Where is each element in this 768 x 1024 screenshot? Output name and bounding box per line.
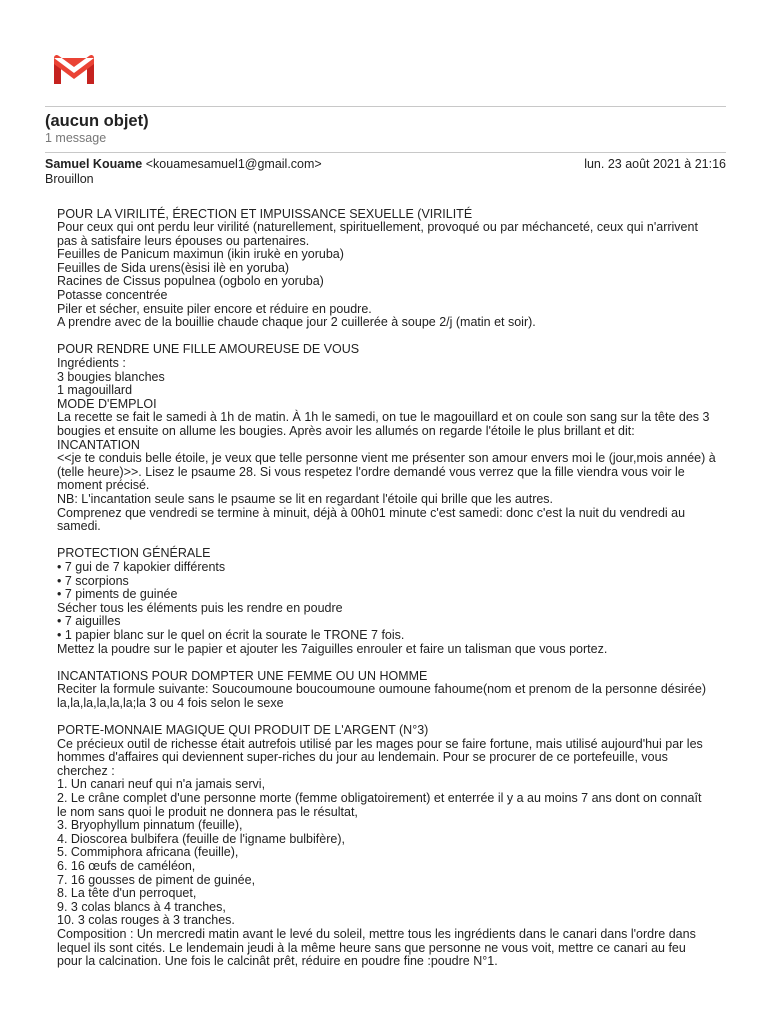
body-line: La recette se fait le samedi à 1h de matin. À 1h le samedi, on tue le magouillard et on coule son sang sur la tête des 3	[57, 410, 710, 425]
body-line: Sécher tous les éléments puis les rendre en poudre	[57, 600, 343, 615]
body-line: Feuilles de Sida urens(èsisi ilè en yoruba)	[57, 260, 290, 275]
gmail-logo-icon	[52, 54, 96, 86]
body-line: Mettez la poudre sur le papier et ajouter les 7aiguilles enrouler et faire un talisman que vous portez.	[57, 641, 608, 656]
body-line: NB: L'incantation seule sans le psaume se lit en regardant l'étoile qui brille que les autres.	[57, 491, 554, 506]
body-line: 7. 16 gousses de piment de guinée,	[57, 872, 256, 887]
body-line: PORTE-MONNAIE MAGIQUE QUI PRODUIT DE L'ARGENT (N°3)	[57, 723, 429, 738]
message-body	[57, 208, 717, 969]
body-line: Piler et sécher, ensuite piler encore et réduire en poudre.	[57, 301, 372, 316]
body-line: INCANTATION	[57, 437, 140, 452]
body-line: Reciter la formule suivante: Soucoumoune boucoumoune oumoune fahoume(nom et prenom de la personne désirée)	[57, 682, 706, 697]
body-line: 10. 3 colas rouges à 3 tranches.	[57, 913, 235, 928]
header-divider	[45, 106, 726, 107]
message-date: lun. 23 août 2021 à 21:16	[584, 157, 726, 171]
body-line: Potasse concentrée	[57, 288, 168, 303]
body-blank-line	[57, 330, 717, 344]
body-line: le nom sans quoi le produit ne donnera pas le résultat,	[57, 804, 358, 819]
body-line: Racines de Cissus populnea (ogbolo en yoruba)	[57, 274, 324, 289]
subject-divider	[45, 152, 726, 153]
body-line: hommes d'affaires qui deviennent super-riches du jour au lendemain. Pour se procurer de ce portefeuille, vous	[57, 750, 668, 765]
sender-email: <kouamesamuel1@gmail.com>	[145, 157, 322, 171]
body-line: 6. 16 œufs de caméléon,	[57, 859, 196, 873]
body-line: 3. Bryophyllum pinnatum (feuille),	[57, 818, 243, 833]
body-blank-line	[57, 710, 717, 724]
body-line: (telle heure)>>. Lisez le psaume 28. Si vous respetez l'ordre demandé vous verrez que la fille viendra vous voir le	[57, 464, 685, 479]
body-line: • 1 papier blanc sur le quel on écrit la sourate le TRONE 7 fois.	[57, 627, 405, 642]
body-line: POUR LA VIRILITÉ, ÉRECTION ET IMPUISSANCE SEXUELLE (VIRILITÉ	[57, 206, 473, 221]
body-line: pour la calcination. Une fois le calcinât prêt, réduire en poudre fine :poudre N°1.	[57, 954, 498, 969]
body-line: POUR RENDRE UNE FILLE AMOUREUSE DE VOUS	[57, 342, 360, 357]
body-line: 9. 3 colas blancs à 4 tranches,	[57, 899, 226, 914]
body-line: Composition : Un mercredi matin avant le levé du soleil, mettre tous les ingrédients dans le canari dans l'ordre dans	[57, 926, 696, 941]
sender-line	[45, 157, 322, 171]
body-line: • 7 aiguilles	[57, 614, 121, 629]
body-line: 4. Dioscorea bulbifera (feuille de l'igname bulbifère),	[57, 831, 345, 846]
body-line: 1. Un canari neuf qui n'a jamais servi,	[57, 777, 266, 792]
body-line: • 7 piments de guinée	[57, 587, 178, 602]
body-line: 5. Commiphora africana (feuille),	[57, 845, 239, 860]
body-line: la,la,la,la,la,la;la 3 ou 4 fois selon le sexe	[57, 695, 284, 710]
email-subject: (aucun objet)	[45, 112, 149, 130]
body-line: 1 magouillard	[57, 383, 133, 398]
body-line: • 7 gui de 7 kapokier différents	[57, 559, 226, 574]
body-line: samedi.	[57, 519, 101, 534]
body-line: <<je te conduis belle étoile, je veux que telle personne vient me présenter son amour envers moi le (jour,mois année) à	[57, 451, 716, 466]
body-line: MODE D'EMPLOI	[57, 396, 157, 411]
body-line: lequel ils sont cités. Le lendemain jeudi à la même heure sans que personne ne vous voit, mettre ce canari au feu	[57, 940, 686, 955]
body-line: • 7 scorpions	[57, 573, 129, 588]
body-line: PROTECTION GÉNÉRALE	[57, 546, 211, 561]
message-count: 1 message	[45, 131, 107, 145]
body-line: moment précisé.	[57, 478, 150, 493]
body-line: Ce précieux outil de richesse était autrefois utilisé par les mages pour se faire fortune, mais utilisé aujourd'hui par les	[57, 736, 703, 751]
message-folder: Brouillon	[45, 171, 94, 186]
body-line: Pour ceux qui ont perdu leur virilité (naturellement, spirituellement, provoqué ou par méchanceté, ceux qui n'arrivent	[57, 220, 698, 235]
body-line: 2. Le crâne complet d'une personne morte (femme obligatoirement) et enterrée il y a au moins 7 ans dont on connaît	[57, 791, 702, 806]
body-line: bougies et ensuite on allume les bougies. Après avoir les allumés on regarde l'étoile le plus brillant et dit:	[57, 424, 635, 438]
body-line: Ingrédients :	[57, 356, 126, 371]
body-line: pas à satisfaire leurs épouses ou partenaires.	[57, 233, 310, 248]
body-line: A prendre avec de la bouillie chaude chaque jour 2 cuillerée à soupe 2/j (matin et soir).	[57, 315, 536, 330]
body-line: cherchez :	[57, 763, 115, 778]
body-line: Comprenez que vendredi se termine à minuit, déjà à 00h01 minute c'est samedi: donc c'est la nuit du vendredi au	[57, 505, 686, 520]
body-line: INCANTATIONS POUR DOMPTER UNE FEMME OU UN HOMME	[57, 668, 428, 683]
sender-name: Samuel Kouame	[45, 157, 143, 171]
body-line: 3 bougies blanches	[57, 369, 165, 384]
body-line: Feuilles de Panicum maximun (ikin irukè en yoruba)	[57, 247, 344, 262]
body-line: 8. La tête d'un perroquet,	[57, 886, 197, 901]
body-blank-line	[57, 656, 717, 670]
